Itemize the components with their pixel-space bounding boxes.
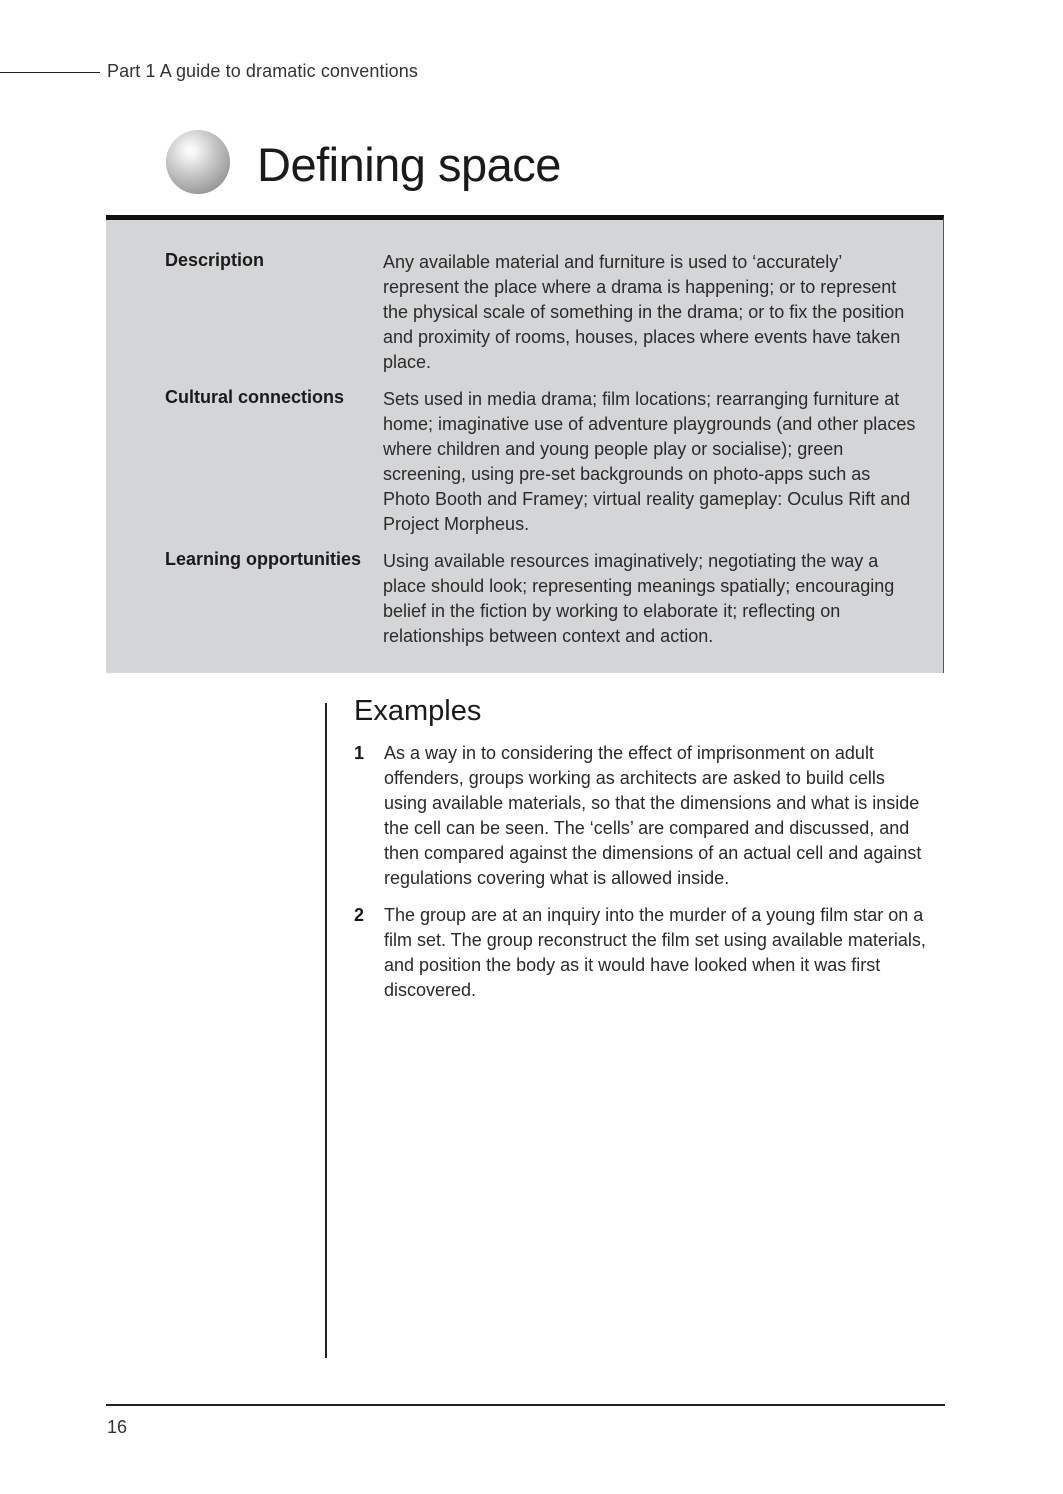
info-value: Using available resources imaginatively; negotiating the way a place should look; representing meanings spatially; encouraging belief in the fiction by working to elaborate it; reflecting on relationships between context and action. xyxy=(383,551,895,646)
running-header: Part 1 A guide to dramatic conventions xyxy=(107,61,418,81)
example-text: The group are at an inquiry into the murder of a young film star on a film set. The group reconstruct the film set using available materials, and position the body as it would have looked when it was first discovered. xyxy=(384,905,926,1000)
info-box xyxy=(106,215,944,673)
info-label: Cultural connections xyxy=(165,387,345,407)
example-number: 1 xyxy=(354,743,365,763)
info-value: Any available material and furniture is used to ‘accurately’ represent the place where a drama is happening; or to represent the physical scale of something in the drama; or to fix the position and proximity of rooms, houses, places where events have taken place. xyxy=(383,252,905,372)
example-number: 2 xyxy=(354,905,365,925)
footer-rule xyxy=(106,1404,945,1406)
info-label: Learning opportunities xyxy=(165,549,361,569)
info-value: Sets used in media drama; film locations; rearranging furniture at home; imaginative use of adventure playgrounds (and other places where children and young people play or socialise); green screening, using pre-set backgrounds on photo-apps such as Photo Booth and Framey; virtual reality gameplay: Oculus Rift and Project Morpheus. xyxy=(383,389,916,534)
header-rule xyxy=(0,72,100,73)
page-number: 16 xyxy=(107,1417,128,1437)
page-title: Defining space xyxy=(257,138,561,191)
margin-rule xyxy=(325,703,327,1358)
info-label: Description xyxy=(165,250,265,270)
example-text: As a way in to considering the effect of imprisonment on adult offenders, groups working as architects are asked to build cells using available materials, so that the dimensions and what is inside the cell can be seen. The ‘cells’ are compared and discussed, and then compared against the dimensions of an actual cell and against regulations covering what is allowed inside. xyxy=(384,743,922,888)
examples-heading: Examples xyxy=(354,695,482,727)
sphere-icon xyxy=(166,130,230,194)
